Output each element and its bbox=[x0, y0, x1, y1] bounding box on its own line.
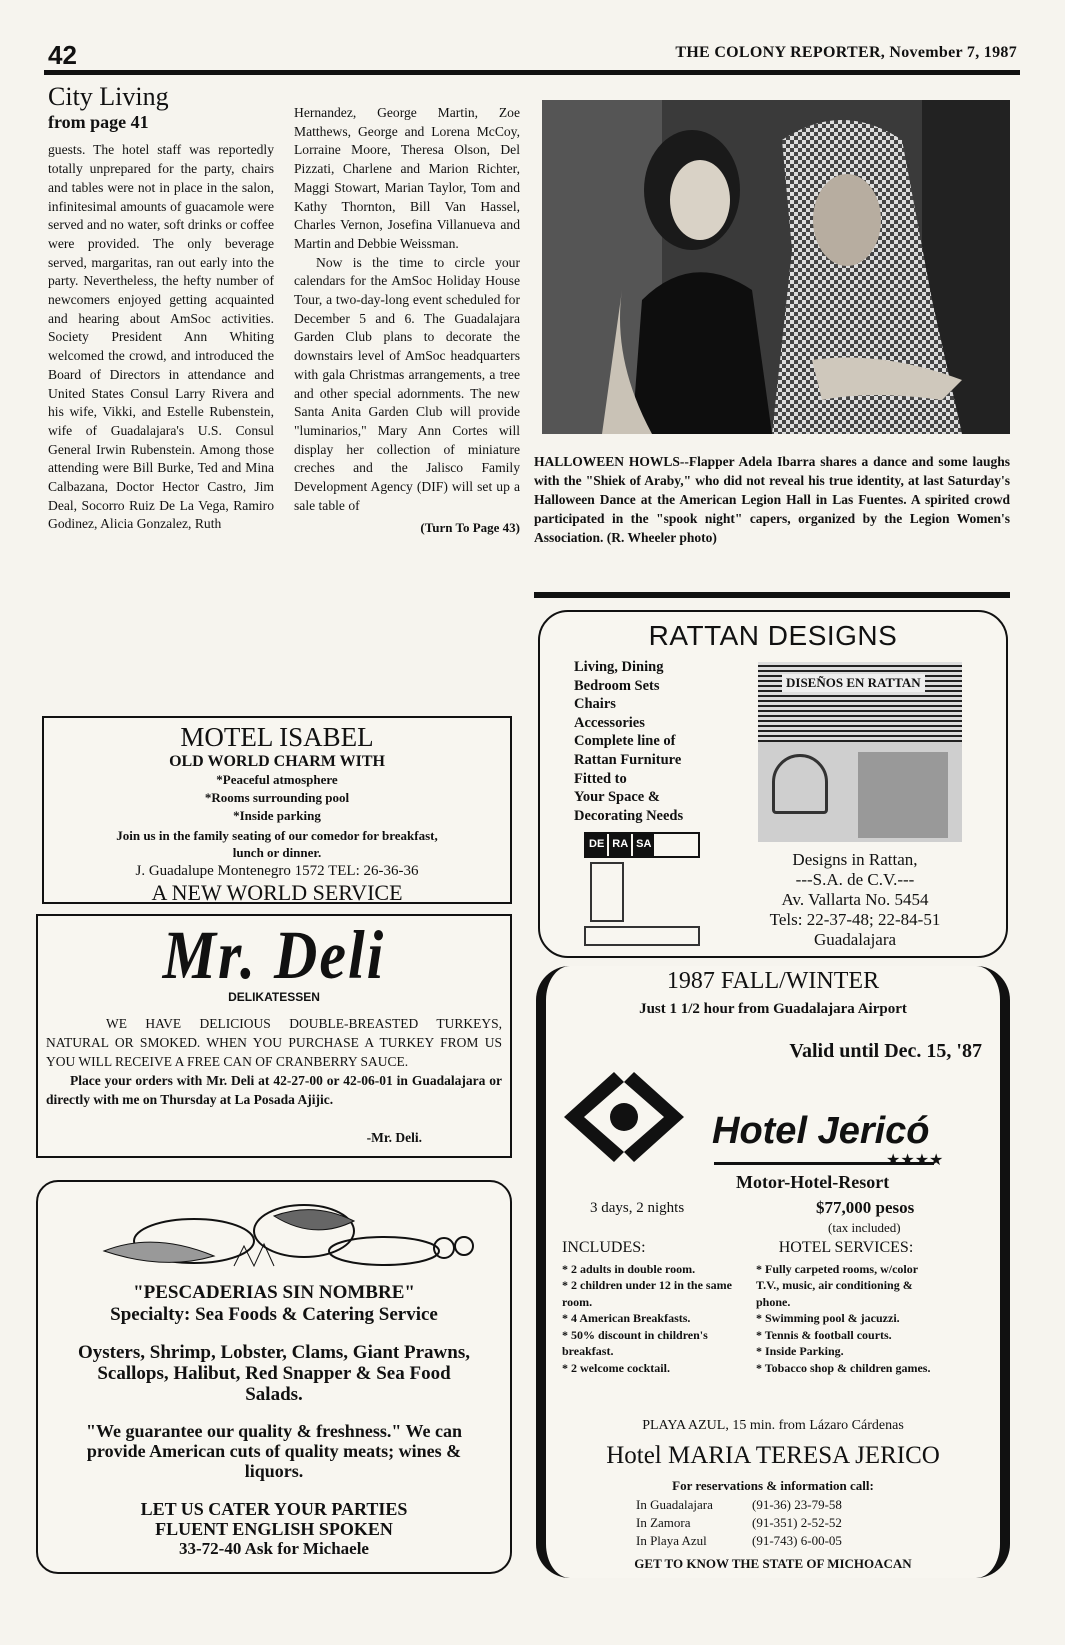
article-column-2 bbox=[294, 104, 520, 538]
rattan-line: Rattan Furniture bbox=[574, 751, 682, 768]
deli-logo: Mr. Deli bbox=[162, 917, 386, 993]
motel-invite: Join us in the family seating of our comedor for breakfast, lunch or dinner. bbox=[116, 828, 438, 860]
halloween-photo bbox=[542, 100, 1010, 434]
jerico-include-item: * 2 welcome cocktail. bbox=[562, 1360, 670, 1375]
page-number: 42 bbox=[48, 40, 77, 70]
deli-text: WE HAVE DELICIOUS DOUBLE-BREASTED TURKEYS, NATURAL OR SMOKED. WHEN YOU PURCHASE A TURKEY FROM US YOU WILL RECEIVE A FREE CAN OF CRANBERRY SAUCE. bbox=[46, 1016, 502, 1069]
jerico-reservations: For reservations & information call: bbox=[672, 1478, 874, 1493]
pescaderias-specialty: Specialty: Sea Foods & Catering Service bbox=[110, 1304, 438, 1325]
mr-deli-ad bbox=[36, 914, 512, 1158]
rattan-line: Accessories bbox=[574, 714, 645, 731]
rattan-phone: Tels: 22-37-48; 22-84-51 bbox=[769, 910, 941, 929]
jerico-phone-number: (91-743) 6-00-05 bbox=[752, 1533, 842, 1548]
turn-to-page: (Turn To Page 43) bbox=[420, 520, 520, 536]
rattan-logo-letter: DE bbox=[586, 834, 607, 856]
jerico-distance: Just 1 1/2 hour from Guadalajara Airport bbox=[639, 1001, 907, 1017]
rattan-line: Decorating Needs bbox=[574, 807, 684, 824]
rattan-frame-sketch bbox=[584, 926, 700, 946]
pescaderias-quote: "We guarantee our quality & freshness." We can provide American cuts of quality meats; wines & liquors. bbox=[86, 1421, 462, 1481]
rattan-designs-ad bbox=[538, 610, 1008, 958]
jerico-includes-title: INCLUDES: bbox=[562, 1239, 646, 1256]
deli-signature: -Mr. Deli. bbox=[366, 1130, 422, 1145]
deli-text: Place your orders with Mr. Deli at 42-27-00 or 42-06-01 in Guadalajara or directly with me on Thursday at La Posada Ajijic. bbox=[46, 1073, 502, 1107]
jerico-include-item: * 2 adults in double room. bbox=[562, 1261, 696, 1276]
masthead: THE COLONY REPORTER, November 7, 1987 bbox=[675, 44, 1017, 61]
jerico-phone-city: In Guadalajara bbox=[636, 1497, 713, 1512]
jerico-phone-city: In Playa Azul bbox=[636, 1533, 707, 1548]
rattan-logo bbox=[584, 832, 700, 858]
rattan-line: Living, Dining bbox=[574, 659, 664, 675]
jerico-service-item: * Swimming pool & jacuzzi. bbox=[756, 1311, 900, 1325]
jerico-name: Hotel Jericó bbox=[712, 1110, 930, 1152]
jerico-services-title: HOTEL SERVICES: bbox=[778, 1239, 914, 1256]
jerico-tax: (tax included) bbox=[828, 1220, 901, 1235]
pescaderias-name: "PESCADERIAS SIN NOMBRE" bbox=[133, 1282, 415, 1303]
jerico-include-item: * 2 children under 12 in the same room. bbox=[562, 1278, 732, 1309]
rattan-logo-letter: SA bbox=[633, 834, 654, 856]
header-rule bbox=[44, 70, 1020, 75]
article-subtitle: from page 41 bbox=[48, 111, 149, 132]
pescaderias-english: FLUENT ENGLISH SPOKEN bbox=[155, 1519, 393, 1539]
jerico-service-item: * Tennis & football courts. bbox=[756, 1327, 892, 1342]
rattan-store-sign: DISEÑOS EN RATTAN bbox=[782, 674, 925, 692]
motel-feature: *Peaceful atmosphere bbox=[216, 772, 338, 787]
rattan-title: RATTAN DESIGNS bbox=[648, 620, 898, 651]
motel-feature: *Inside parking bbox=[233, 808, 321, 823]
deli-subtitle: DELIKATESSEN bbox=[228, 990, 320, 1004]
rattan-line: Bedroom Sets bbox=[574, 677, 660, 694]
jerico-season: 1987 FALL/WINTER bbox=[666, 968, 880, 994]
motel-name: MOTEL ISABEL bbox=[180, 722, 374, 752]
pescaderias-items: Oysters, Shrimp, Lobster, Clams, Giant Prawns, Scallops, Halibut, Red Snapper & Sea Food Salads. bbox=[78, 1342, 470, 1405]
jerico-footer: GET TO KNOW THE STATE OF MICHOACAN bbox=[634, 1556, 912, 1571]
rattan-line: Chairs bbox=[574, 696, 616, 713]
fish-illustration bbox=[64, 1196, 484, 1276]
photo-image bbox=[542, 100, 1010, 434]
rattan-line: Fitted to bbox=[574, 770, 627, 787]
jerico-service-item: * Fully carpeted rooms, w/color T.V., music, air conditioning & phone. bbox=[756, 1261, 918, 1309]
motel-feature: *Rooms surrounding pool bbox=[204, 790, 350, 805]
jerico-include-item: * 50% discount in children's breakfast. bbox=[562, 1327, 708, 1358]
article-column-1 bbox=[48, 82, 274, 534]
pescaderias-cater: LET US CATER YOUR PARTIES bbox=[140, 1499, 408, 1519]
rattan-line: Your Space & bbox=[574, 789, 660, 806]
jerico-valid: Valid until Dec. 15, '87 bbox=[789, 1040, 982, 1062]
rattan-store-photo bbox=[758, 662, 962, 842]
jerico-phone-number: (91-351) 2-52-52 bbox=[752, 1515, 842, 1530]
jerico-location: PLAYA AZUL, 15 min. from Lázaro Cárdenas bbox=[642, 1418, 904, 1433]
photo-caption: HALLOWEEN HOWLS--Flapper Adela Ibarra shares a dance and some laughs with the "Shiek of Araby," who did not reveal his true identity, at last Saturday's Halloween Dance at the American Legion Hall in Las Fuentes. A spirited crowd participated in the "spook night" capers, organized by the Legion Women's Association. (R. Wheeler photo) bbox=[534, 454, 1010, 545]
article-text: Now is the time to circle your calendars for the AmSoc Holiday House Tour, a two-day-long event scheduled for December 5 and 6. The Guadalajara Garden Club plans to decorate the downstairs level of AmSoc headquarters with gala Christmas arrangements, a tree and other special adornments. The new Santa Anita Garden Club will provide "luminarios," Mary Ann Cortes will display her collection of miniature creches and the Jalisco Family Development Agency (DIF) will set up a sale table of bbox=[294, 254, 520, 513]
article-title: City Living bbox=[48, 82, 169, 111]
jerico-type: Motor-Hotel-Resort bbox=[736, 1172, 890, 1192]
jerico-price: $77,000 pesos bbox=[816, 1198, 915, 1217]
jerico-phone-city: In Zamora bbox=[636, 1515, 691, 1530]
jerico-service-item: * Inside Parking. bbox=[756, 1344, 844, 1358]
rattan-frame-sketch bbox=[590, 862, 624, 922]
caption-rule bbox=[534, 592, 1010, 598]
rattan-city: Guadalajara bbox=[813, 930, 897, 949]
motel-slogan: A NEW WORLD SERVICE bbox=[151, 880, 403, 905]
motel-tagline: OLD WORLD CHARM WITH bbox=[169, 753, 385, 770]
rattan-logo-letter: RA bbox=[609, 834, 631, 856]
jerico-stay: 3 days, 2 nights bbox=[590, 1200, 685, 1216]
motel-isabel-ad bbox=[42, 716, 512, 904]
jerico-phone-number: (91-36) 23-79-58 bbox=[752, 1497, 842, 1512]
rattan-company-suffix: ---S.A. de C.V.--- bbox=[795, 870, 915, 889]
jerico-stars: ★★★★ bbox=[886, 1152, 944, 1169]
jerico-logo-icon bbox=[554, 1062, 694, 1172]
pescaderias-phone: 33-72-40 Ask for Michaele bbox=[179, 1539, 369, 1558]
pescaderias-ad bbox=[36, 1180, 512, 1574]
article-text: Hernandez, George Martin, Zoe Matthews, George and Lorena McCoy, Lorraine Moore, Theresa Olson, Del Pizzati, Charlene and Marion Richter, Maggi Stowart, Marian Taylor, Tom and Kathy Thornton, Bill Van Hassel, Charles Vernon, Josefina Villanueva and Martin and Debbie Weissman. bbox=[294, 105, 520, 251]
rattan-line: Complete line of bbox=[574, 733, 676, 750]
rattan-company: Designs in Rattan, bbox=[792, 850, 918, 869]
article-text: guests. The hotel staff was reportedly totally unprepared for the party, chairs and tables were not in place in the salon, infinitesimal amounts of guacamole were served and no water, soft drinks or coffee were provided. The only beverage served, margaritas, ran out early into the party. Nevertheless, the hefty number of newcomers enjoyed getting acquainted and hearing about AmSoc activities. Society President Ann Whiting welcomed the crowd, and introduced the Board of Directors in attendance and United States Consul Larry Rivera and his wife, Vikki, and Estelle Rubenstein, wife of Guadalajara's U.S. Consul General Irwin Rubenstein. Among those attending were Bill Burke, Ted and Mina Calbazana, Doctor Hector Castro, Jim Deal, Socorro Ruiz De La Vega, Ramiro Godinez, Alicia Gonzalez, Ruth bbox=[48, 142, 274, 532]
hotel-jerico-ad bbox=[536, 966, 1010, 1578]
jerico-service-item: * Tobacco shop & children games. bbox=[756, 1360, 931, 1375]
jerico-hotel2: Hotel MARIA TERESA JERICO bbox=[606, 1442, 940, 1469]
motel-address: J. Guadalupe Montenegro 1572 TEL: 26-36-36 bbox=[135, 863, 419, 879]
rattan-address: Av. Vallarta No. 5454 bbox=[781, 890, 929, 909]
jerico-include-item: * 4 American Breakfasts. bbox=[562, 1311, 691, 1325]
